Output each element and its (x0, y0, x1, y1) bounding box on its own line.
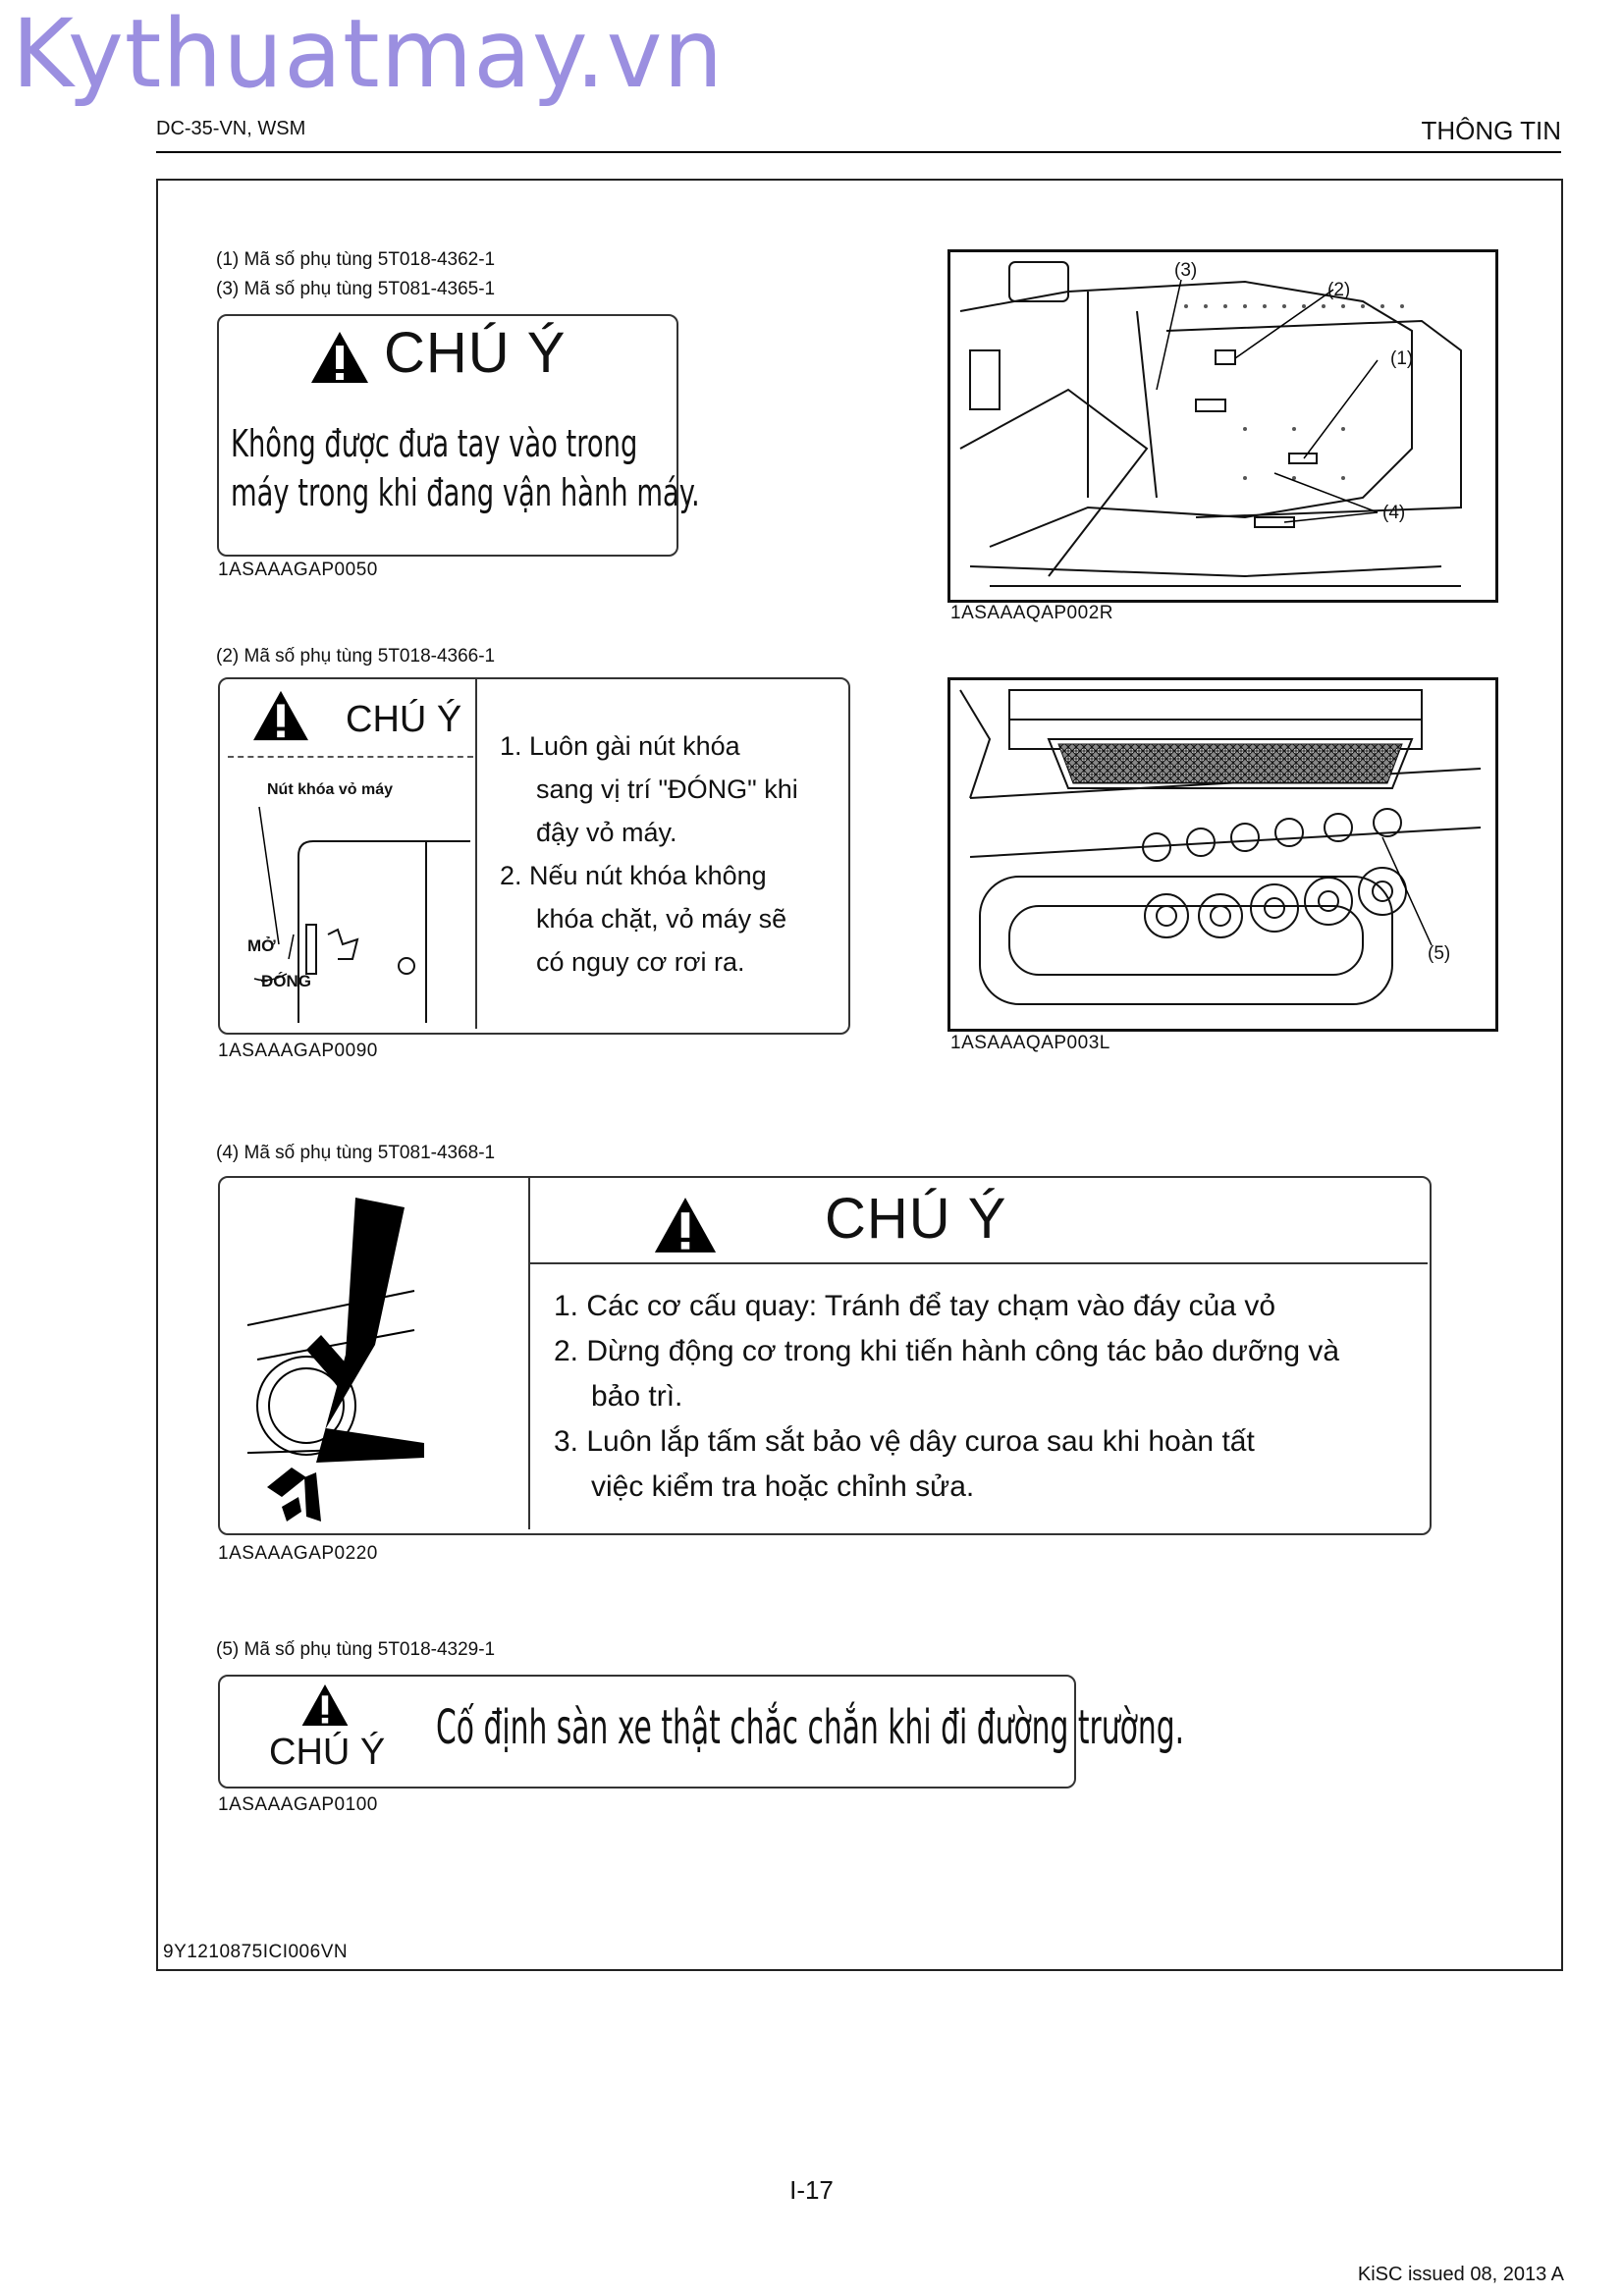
label4-column-rule (528, 1178, 530, 1529)
label1-line2: máy trong khi đang vận hành máy. (231, 471, 700, 514)
rotating-belt-hazard-icon (228, 1198, 424, 1522)
label2-column-rule (475, 679, 477, 1029)
warning-triangle-icon (652, 1196, 719, 1255)
photo1-callout-1: (1) (1390, 348, 1414, 369)
photo1-callout-2: (2) (1327, 280, 1351, 300)
photo1-code: 1ASAAAQAP002R (950, 603, 1113, 623)
label1-sticker (217, 314, 700, 557)
label5-caption: (5) Mã số phụ tùng 5T018-4329-1 (216, 1639, 496, 1660)
label4-item-2b: bảo trì. (591, 1380, 683, 1413)
watermark: Kythuatmay.vn (12, 0, 725, 109)
label2-title: CHÚ Ý (346, 699, 462, 740)
machine-side-illustration (950, 252, 1495, 600)
lock-diagram-label: Nút khóa vỏ máy (267, 781, 394, 798)
lock-open-label: MỞ (247, 936, 276, 955)
label4-sticker (218, 1176, 1432, 1535)
label5-text: Cố định sàn xe thật chắc chắn khi đi đường trường. (436, 1700, 1185, 1755)
label1-code: 1ASAAAGAP0050 (218, 560, 378, 580)
photo2-code: 1ASAAAQAP003L (950, 1033, 1110, 1053)
warning-triangle-icon (309, 330, 370, 385)
label2-item-1c: đậy vỏ máy. (536, 818, 677, 847)
undercarriage-illustration (950, 680, 1495, 1029)
label4-item-1: 1. Các cơ cấu quay: Tránh để tay chạm vào đáy của vỏ (554, 1290, 1276, 1322)
warning-triangle-icon (251, 689, 310, 742)
document-code: 9Y1210875ICI006VN (163, 1942, 349, 1962)
label2-item-2c: có nguy cơ rơi ra. (536, 947, 745, 977)
label2-item-2a: 2. Nếu nút khóa không (500, 861, 767, 890)
label2-item-1a: 1. Luôn gài nút khóa (500, 731, 740, 761)
header-rule (156, 151, 1561, 153)
header-section: THÔNG TIN (1421, 116, 1561, 145)
label1-title: CHÚ Ý (384, 321, 567, 385)
label2-sticker (218, 677, 850, 1035)
label4-caption: (4) Mã số phụ tùng 5T081-4368-1 (216, 1143, 496, 1163)
label5-title: CHÚ Ý (269, 1732, 386, 1773)
photo2-callout-5: (5) (1428, 943, 1451, 964)
label2-divider (228, 756, 473, 758)
label5-sticker (218, 1675, 1185, 1789)
label4-title-rule (530, 1262, 1428, 1264)
label2-item-2b: khóa chặt, vỏ máy sẽ (536, 904, 787, 934)
label2-item-1b: sang vị trí "ĐÓNG" khi (536, 774, 798, 804)
photo1-callout-4: (4) (1382, 503, 1406, 523)
label1-caption-3: (3) Mã số phụ tùng 5T081-4365-1 (216, 279, 496, 299)
label5-code: 1ASAAAGAP0100 (218, 1794, 378, 1815)
issue-note: KiSC issued 08, 2013 A (1357, 2264, 1564, 2285)
label2-caption: (2) Mã số phụ tùng 5T018-4366-1 (216, 646, 496, 667)
lock-close-label: ĐÓNG (261, 972, 311, 990)
label4-code: 1ASAAAGAP0220 (218, 1543, 378, 1564)
warning-triangle-icon (300, 1682, 350, 1728)
photo-machine-side (947, 249, 1498, 603)
label1-caption-1: (1) Mã số phụ tùng 5T018-4362-1 (216, 249, 496, 270)
photo-undercarriage (947, 677, 1498, 1032)
page-number: I-17 (789, 2175, 834, 2205)
label1-line1: Không được đưa tay vào trong (231, 422, 638, 465)
label4-item-2a: 2. Dừng động cơ trong khi tiến hành công tác bảo dưỡng và (554, 1335, 1340, 1367)
label2-code: 1ASAAAGAP0090 (218, 1041, 378, 1061)
label4-item-3a: 3. Luôn lắp tấm sắt bảo vệ dây curoa sau khi hoàn tất (554, 1425, 1255, 1458)
label4-item-3b: việc kiểm tra hoặc chỉnh sửa. (591, 1470, 975, 1503)
label4-title: CHÚ Ý (825, 1187, 1007, 1251)
photo1-callout-3: (3) (1174, 260, 1198, 281)
header-doc-id: DC-35-VN, WSM (156, 118, 306, 139)
